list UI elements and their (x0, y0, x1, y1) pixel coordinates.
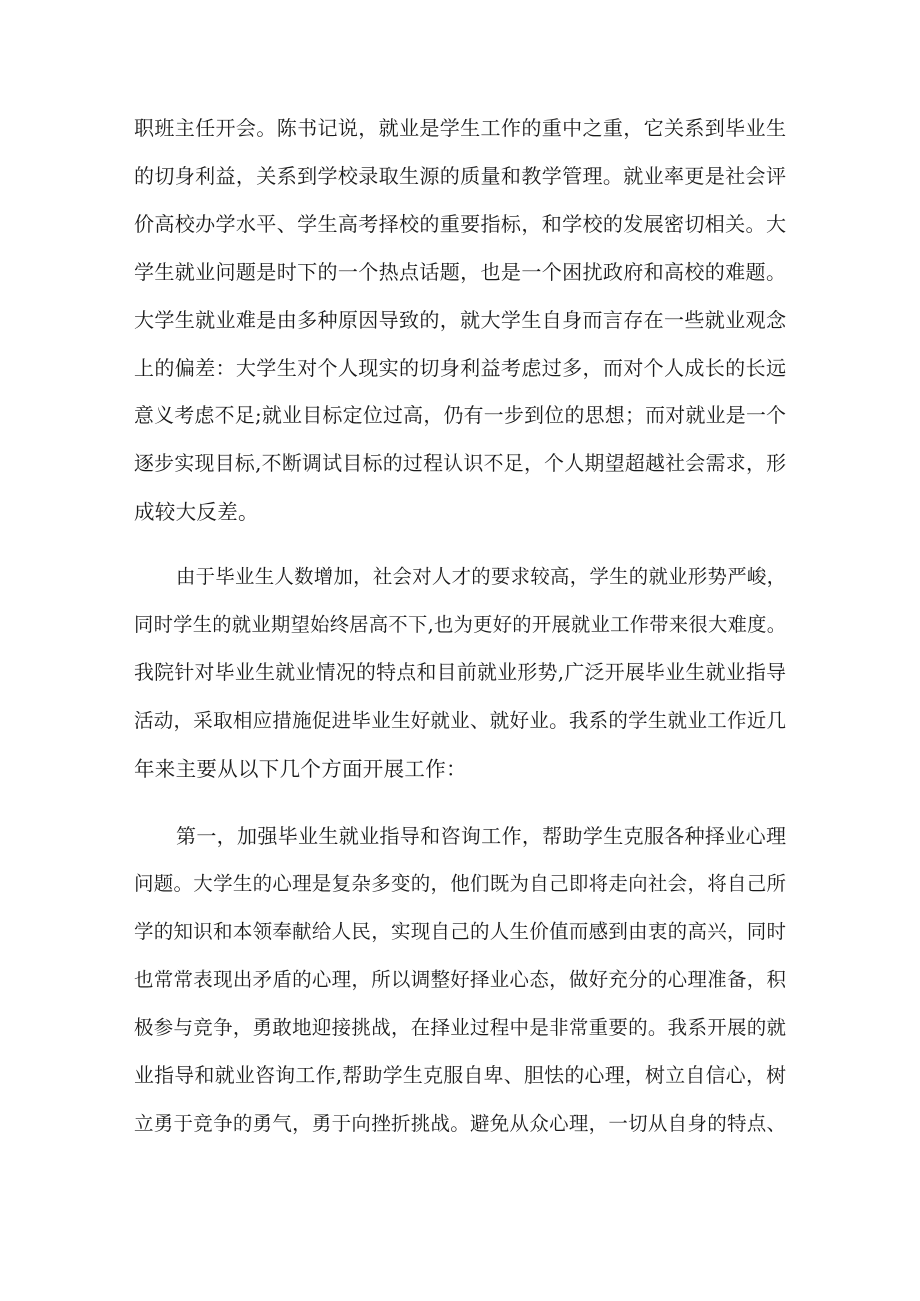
text-line: 学生就业问题是时下的一个热点话题，也是一个困扰政府和高校的难题。 (134, 260, 786, 284)
text-line: 大学生就业难是由多种原因导致的，就大学生自身而言存在一些就业观念 (134, 308, 786, 332)
paragraph-employment-importance (134, 104, 786, 536)
text-line: 学的知识和本领奉献给人民，实现自己的人生价值而感到由衷的高兴，同时 (134, 920, 786, 943)
text-line: 年来主要从以下几个方面开展工作： (134, 757, 467, 781)
paragraph-employment-situation (134, 553, 786, 793)
text-line: 价高校办学水平、学生高考择校的重要指标，和学校的发展密切相关。大 (134, 212, 786, 236)
text-line: 上的偏差：大学生对个人现实的切身利益考虑过多，而对个人成长的长远 (134, 356, 786, 380)
text-line: 职班主任开会。陈书记说，就业是学生工作的重中之重，它关系到毕业生 (134, 116, 786, 140)
text-line: 我院针对毕业生就业情况的特点和目前就业形势,广泛开展毕业生就业指导 (134, 661, 786, 684)
text-line: 业指导和就业咨询工作,帮助学生克服自卑、胆怯的心理，树立自信心，树 (134, 1064, 786, 1087)
text-line: 成较大反差。 (134, 500, 259, 524)
text-line: 立勇于竞争的勇气，勇于向挫折挑战。避免从众心理，一切从自身的特点、 (134, 1112, 786, 1135)
text-line: 极参与竞争，勇敢地迎接挑战，在择业过程中是非常重要的。我系开展的就 (134, 1016, 786, 1039)
text-line: 逐步实现目标,不断调试目标的过程认识不足，个人期望超越社会需求，形 (134, 452, 786, 475)
text-line: 问题。大学生的心理是复杂多变的，他们既为自己即将走向社会，将自己所 (134, 872, 786, 895)
text-line: 的切身利益，关系到学校录取生源的质量和教学管理。就业率更是社会评 (134, 164, 786, 188)
text-line: 同时学生的就业期望始终居高不下,也为更好的开展就业工作带来很大难度。 (134, 613, 786, 636)
text-line: 也常常表现出矛盾的心理，所以调整好择业心态，做好充分的心理准备，积 (134, 968, 786, 991)
text-line: 第一，加强毕业生就业指导和咨询工作，帮助学生克服各种择业心理 (176, 824, 786, 848)
text-line: 意义考虑不足;就业目标定位过高，仍有一步到位的思想；而对就业是一个 (134, 404, 786, 427)
paragraph-first-measure (134, 812, 786, 1148)
text-line: 由于毕业生人数增加，社会对人才的要求较高，学生的就业形势严峻， (176, 565, 786, 588)
text-line: 活动，采取相应措施促进毕业生好就业、就好业。我系的学生就业工作近几 (134, 709, 786, 732)
